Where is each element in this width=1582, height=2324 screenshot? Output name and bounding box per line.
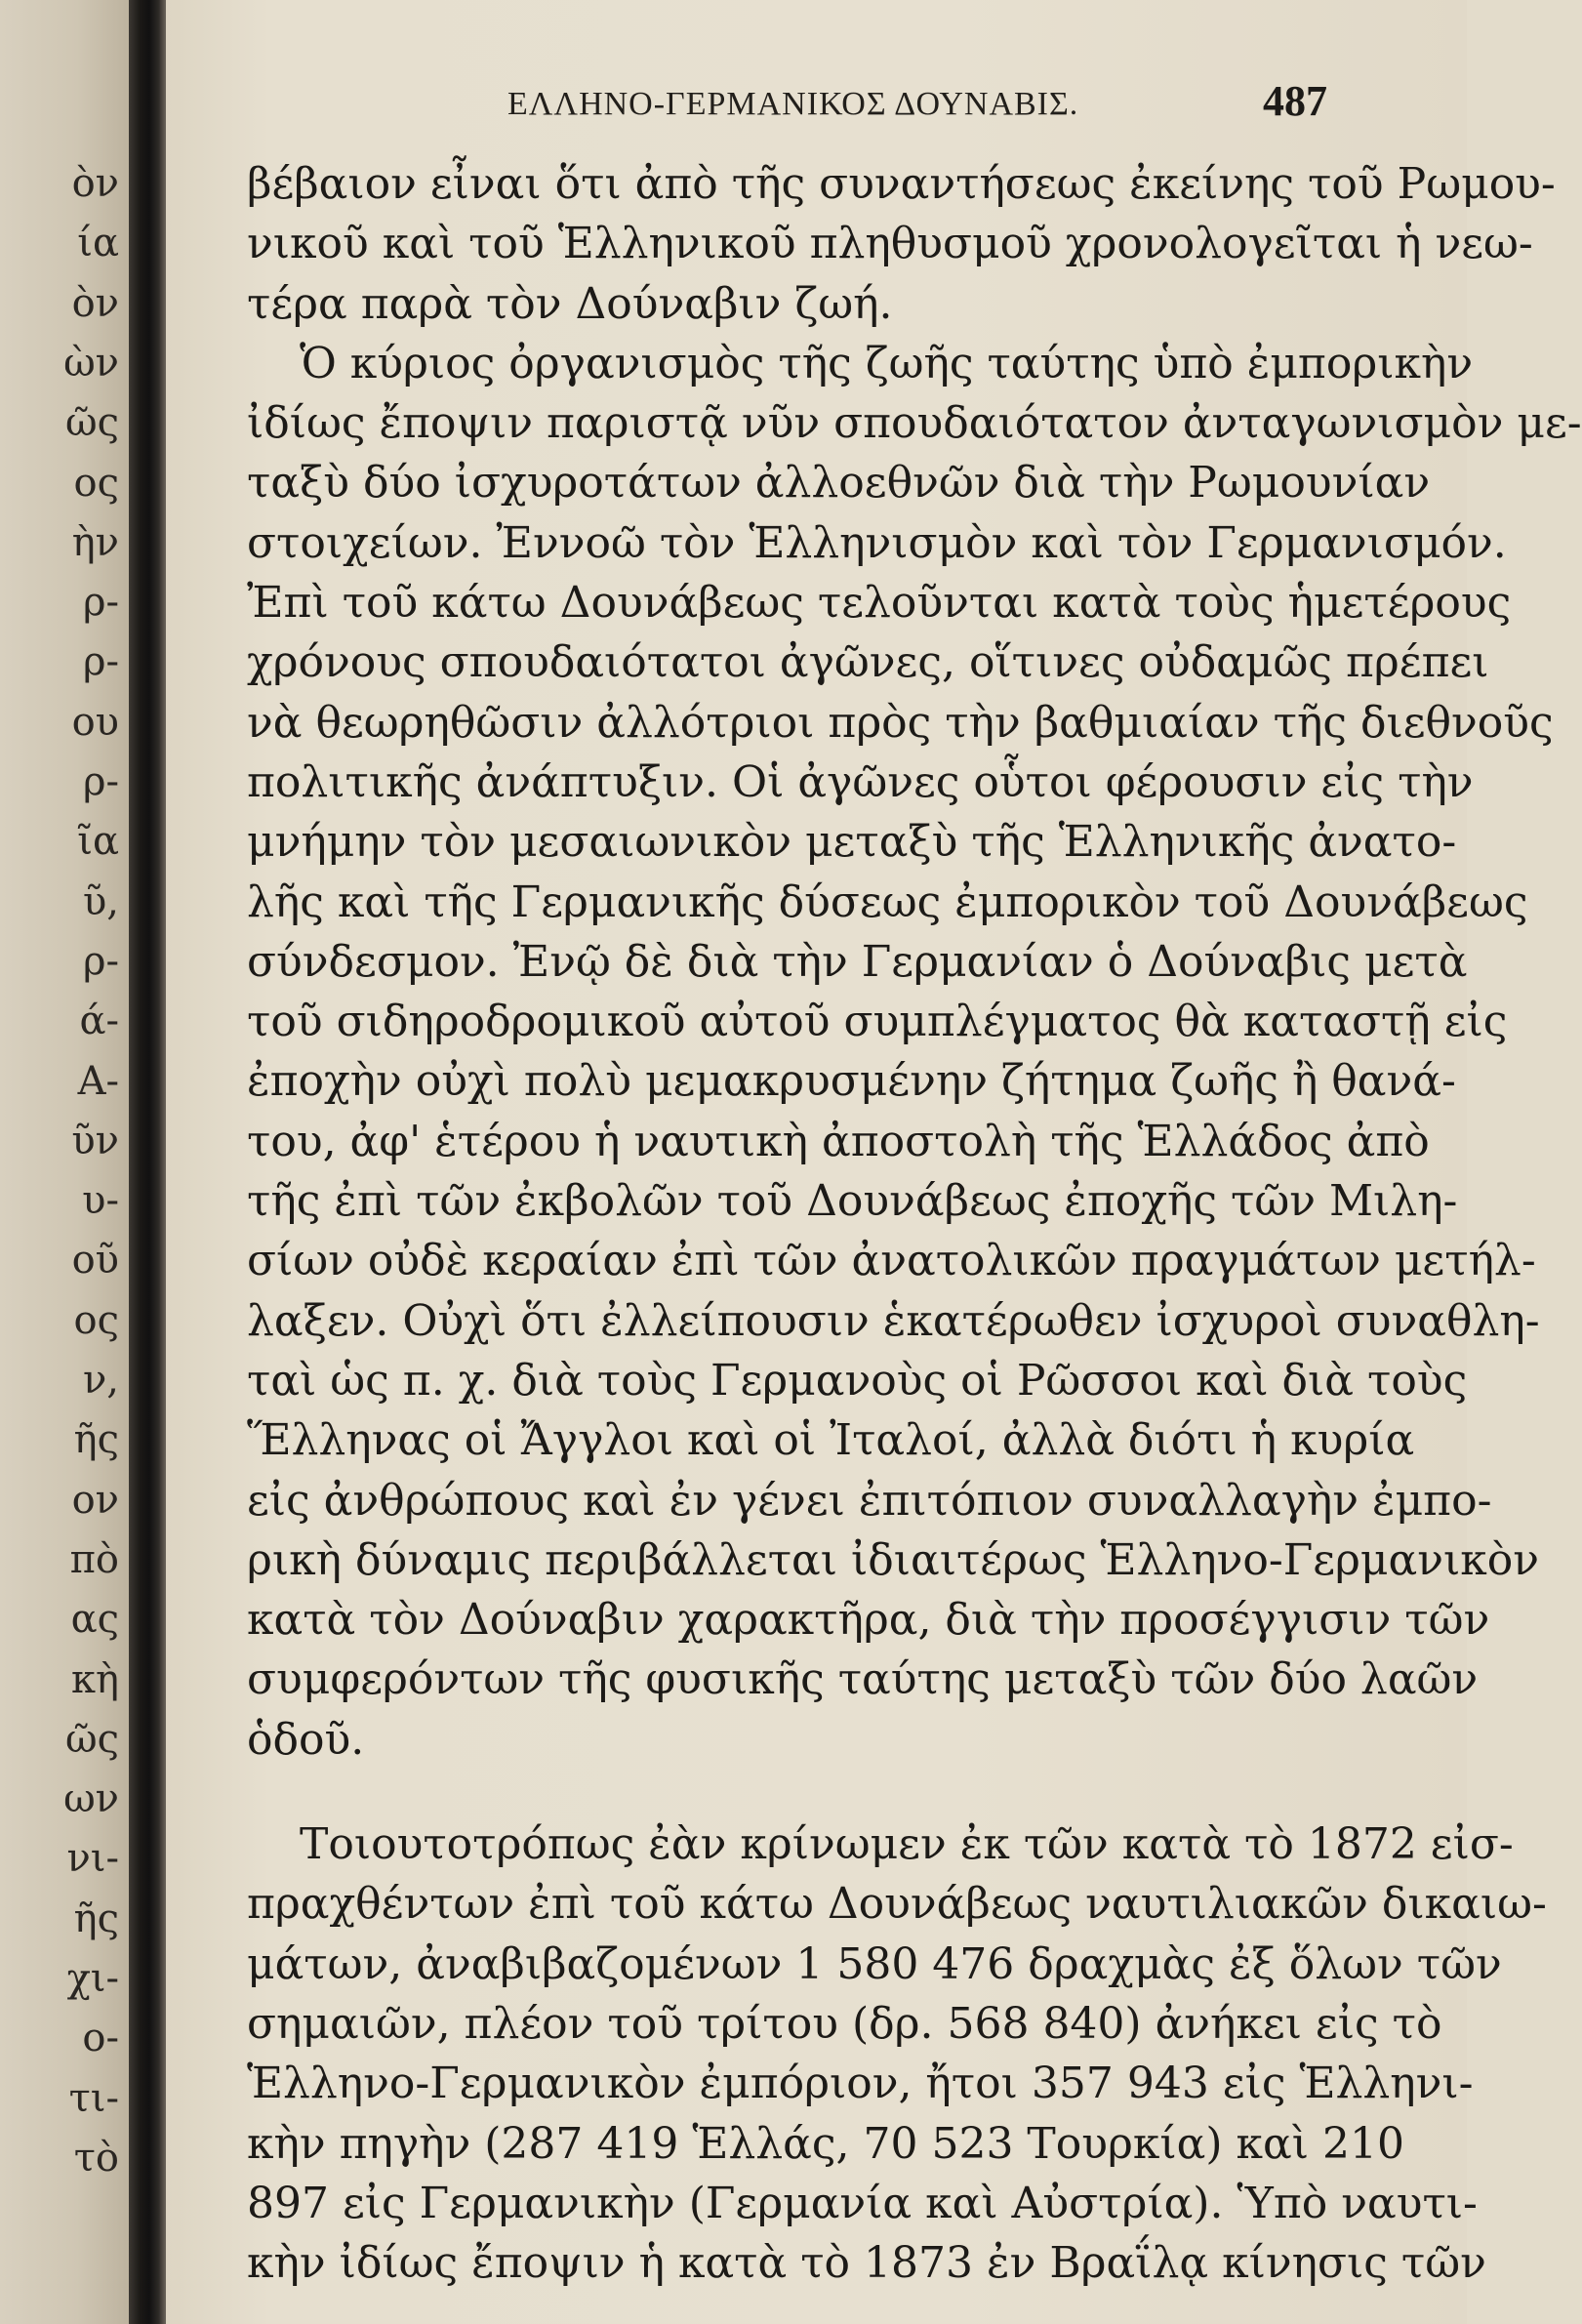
text-line: Ἐπὶ τοῦ κάτω Δουνάβεως τελοῦνται κατὰ τοὺς ἡμετέρους	[247, 578, 1512, 629]
margin-fragment: τὸ	[73, 2135, 119, 2181]
margin-fragment: ὼν	[63, 340, 119, 386]
text-line: ἐποχὴν οὐχὶ πολὺ μεμακρυσμένην ζήτημα ζωῆς ἢ θανά-	[247, 1056, 1456, 1107]
text-line: νικοῦ καὶ τοῦ Ἑλληνικοῦ πληθυσμοῦ χρονολογεῖται ἡ νεω-	[247, 219, 1533, 269]
text-line: κὴν πηγὴν (287 419 Ἑλλάς, 70 523 Τουρκία) καὶ 210	[247, 2118, 1404, 2169]
running-head: ΕΛΛΗΝΟ-ΓΕΡΜΑΝΙΚΟΣ ΔΟΥΝΑΒΙΣ.	[507, 86, 1079, 122]
margin-fragment: πὸ	[69, 1536, 119, 1582]
text-line: χρόνους σπουδαιότατοι ἀγῶνες, οἵτινες οὐδαμῶς πρέπει	[247, 637, 1489, 688]
text-line: ὁδοῦ.	[247, 1714, 365, 1765]
text-line: εἰς ἀνθρώπους καὶ ἐν γένει ἐπιτόπιον συναλλαγὴν ἐμπο-	[247, 1475, 1492, 1526]
text-line: ἰδίως ἔποψιν παριστᾷ νῦν σπουδαιότατον ἀνταγωνισμὸν με-	[247, 398, 1582, 449]
text-line: συμφερόντων τῆς φυσικῆς ταύτης μεταξὺ τῶν δύο λαῶν	[247, 1654, 1479, 1705]
margin-fragment: ας	[70, 1597, 119, 1643]
margin-fragment: ος	[73, 1297, 119, 1343]
text-line: Ἕλληνας οἱ Ἄγγλοι καὶ οἱ Ἰταλοί, ἀλλὰ διότι ἡ κυρία	[247, 1415, 1415, 1466]
text-line: βέβαιον εἶναι ὅτι ἀπὸ τῆς συναντήσεως ἐκείνης τοῦ Ρωμου-	[247, 159, 1556, 209]
text-line: Τοιουτοτρόπως ἐὰν κρίνωμεν ἐκ τῶν κατὰ τὸ 1872 εἰσ-	[300, 1819, 1514, 1870]
text-line: Ἑλληνο-Γερμανικὸν ἐμπόριον, ἤτοι 357 943 εἰς Ἑλληνι-	[247, 2059, 1474, 2109]
margin-fragment: ο-	[82, 2016, 119, 2061]
previous-page-edge	[0, 0, 129, 2324]
text-line: τέρα παρὰ τὸν Δούναβιν ζωή.	[247, 278, 893, 329]
text-line: του, ἀφ' ἑτέρου ἡ ναυτικὴ ἀποστολὴ τῆς Ἑλλάδος ἀπὸ	[247, 1116, 1430, 1166]
text-line: λῆς καὶ τῆς Γερμανικῆς δύσεως ἐμπορικὸν τοῦ Δουνάβεως	[247, 877, 1528, 927]
text-line: νὰ θεωρηθῶσιν ἀλλότριοι πρὸς τὴν βαθμιαίαν τῆς διεθνοῦς	[247, 697, 1554, 748]
text-line: κὴν ἰδίως ἔποψιν ἡ κατὰ τὸ 1873 ἐν Βραΐλᾳ κίνησις τῶν	[247, 2238, 1486, 2289]
body-text	[247, 154, 1582, 2293]
margin-fragment: ῆς	[73, 1417, 119, 1463]
text-line: ταὶ ὡς π. χ. διὰ τοὺς Γερμανοὺς οἱ Ρῶσσοι καὶ διὰ τοὺς	[247, 1355, 1468, 1406]
text-line: λαξεν. Οὐχὶ ὅτι ἐλλείπουσιν ἑκατέρωθεν ἰσχυροὶ συναθλη-	[247, 1295, 1540, 1346]
margin-fragment: ῆς	[73, 1896, 119, 1941]
margin-fragment: ων	[63, 1776, 119, 1822]
text-line: σημαιῶν, πλέον τοῦ τρίτου (δρ. 568 840) ἀνήκει εἰς τὸ	[247, 1998, 1442, 2049]
margin-fragment: ῦν	[71, 1118, 119, 1163]
margin-fragment: τι-	[68, 2075, 119, 2121]
margin-fragment: ν,	[82, 1358, 119, 1403]
book-gutter	[129, 0, 166, 2324]
page-header	[332, 72, 1327, 131]
margin-fragment: οῦ	[71, 1238, 119, 1284]
paragraph	[247, 1814, 1547, 2293]
margin-fragment: ῶς	[64, 1716, 119, 1762]
paragraph	[247, 154, 1556, 334]
margin-fragment: χι-	[66, 1956, 119, 2001]
text-line: Ὁ κύριος ὀργανισμὸς τῆς ζωῆς ταύτης ὑπὸ ἐμπορικὴν	[300, 338, 1474, 388]
margin-fragment: ος	[73, 460, 119, 506]
text-line: πολιτικῆς ἀνάπτυξιν. Οἱ ἀγῶνες οὗτοι φέρουσιν εἰς τὴν	[247, 756, 1474, 807]
margin-fragment: ρ-	[82, 580, 119, 626]
text-line: στοιχείων. Ἐννοῶ τὸν Ἑλληνισμὸν καὶ τὸν Γερμανισμόν.	[247, 517, 1507, 568]
text-line: ταξὺ δύο ἰσχυροτάτων ἀλλοεθνῶν διὰ τὴν Ρωμουνίαν	[247, 458, 1431, 509]
text-line: μνήμην τὸν μεσαιωνικὸν μεταξὺ τῆς Ἑλληνικῆς ἀνατο-	[247, 817, 1457, 868]
margin-fragment: ῦ,	[82, 878, 119, 924]
text-line: πραχθέντων ἐπὶ τοῦ κάτω Δουνάβεως ναυτιλιακῶν δικαιω-	[247, 1879, 1547, 1930]
text-line: τῆς ἐπὶ τῶν ἐκβολῶν τοῦ Δουνάβεως ἐποχῆς τῶν Μιλη-	[247, 1176, 1458, 1227]
margin-fragment: ὸν	[71, 280, 119, 326]
text-line: μάτων, ἀναβιβαζομένων 1 580 476 δραχμὰς ἐξ ὅλων τῶν	[247, 1938, 1502, 1989]
margin-fragment: ρ-	[82, 759, 119, 804]
margin-fragment: ά-	[79, 999, 119, 1044]
text-line: τοῦ σιδηροδρομικοῦ αὐτοῦ συμπλέγματος θὰ καταστῇ εἰς	[247, 997, 1508, 1047]
margin-fragment: ρ-	[82, 639, 119, 685]
margin-fragment: ον	[71, 1477, 119, 1523]
margin-fragment: κὴ	[71, 1656, 119, 1702]
margin-fragment: ου	[71, 699, 119, 745]
margin-fragment: ία	[77, 221, 119, 266]
margin-fragment: νι-	[66, 1836, 119, 1882]
margin-fragment: ὴν	[71, 519, 119, 565]
margin-fragment: ῶς	[64, 400, 119, 446]
text-line: σύνδεσμον. Ἐνῷ δὲ διὰ τὴν Γερμανίαν ὁ Δούναβις μετὰ	[247, 936, 1468, 987]
page-number: 487	[1263, 77, 1327, 125]
text-line: 897 εἰς Γερμανικὴν (Γερμανία καὶ Αὐστρία). Ὑπὸ ναυτι-	[247, 2178, 1478, 2228]
paragraph	[247, 334, 1582, 1770]
margin-fragment: υ-	[82, 1178, 119, 1224]
margin-fragment: Α-	[77, 1058, 119, 1104]
text-line: κατὰ τὸν Δούναβιν χαρακτῆρα, διὰ τὴν προσέγγισιν τῶν	[247, 1595, 1490, 1646]
margin-fragment: ὸν	[71, 161, 119, 206]
text-line: σίων οὐδὲ κεραίαν ἐπὶ τῶν ἀνατολικῶν πραγμάτων μετήλ-	[247, 1236, 1536, 1286]
margin-fragment: ῖα	[77, 819, 119, 865]
text-line: ρικὴ δύναμις περιβάλλεται ἰδιαιτέρως Ἑλληνο-Γερμανικὸν	[247, 1534, 1539, 1585]
margin-fragment: ρ-	[82, 938, 119, 984]
